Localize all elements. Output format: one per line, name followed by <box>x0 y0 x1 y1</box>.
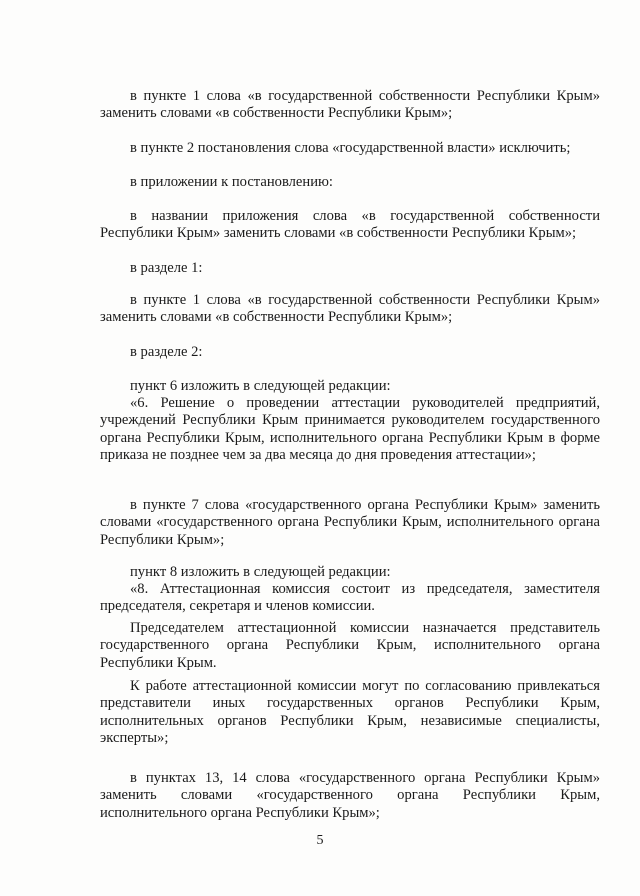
paragraph-5: в разделе 1: <box>130 260 203 276</box>
paragraph-9: «6. Решение о проведении аттестации руководителей предприятий, учреждений Республики Крым принимается руководителем государственного органа Республики Крым, исполнительного органа Республики Крым в форме приказа не позднее чем за два месяца до дня проведения аттестации»; <box>100 395 600 464</box>
paragraph-12: «8. Аттестационная комиссия состоит из председателя, заместителя председателя, секретаря и членов комиссии. <box>100 581 600 615</box>
paragraph-4: в названии приложения слова «в государственной собственности Республики Крым» заменить словами «в собственности Республики Крым»; <box>100 208 600 242</box>
paragraph-15: в пунктах 13, 14 слова «государственного органа Республики Крым» заменить словами «государственного органа Республики Крым, исполнительного органа Республики Крым»; <box>100 770 600 821</box>
paragraph-14: К работе аттестационной комиссии могут по согласованию привлекаться представители иных государственных органов Республики Крым, исполнительных органов Республики Крым, независимые специалисты, эксперты»; <box>100 678 600 747</box>
paragraph-3: в приложении к постановлению: <box>130 174 333 190</box>
paragraph-7: в разделе 2: <box>130 344 203 360</box>
paragraph-6: в пункте 1 слова «в государственной собственности Республики Крым» заменить словами «в собственности Республики Крым»; <box>100 292 600 326</box>
page-number: 5 <box>316 833 324 848</box>
paragraph-11: пункт 8 изложить в следующей редакции: <box>130 564 391 580</box>
paragraph-10: в пункте 7 слова «государственного органа Республики Крым» заменить словами «государственного органа Республики Крым, исполнительного органа Республики Крым»; <box>100 497 600 548</box>
paragraph-2: в пункте 2 постановления слова «государственной власти» исключить; <box>130 140 571 156</box>
paragraph-1: в пункте 1 слова «в государственной собственности Республики Крым» заменить словами «в собственности Республики Крым»; <box>100 88 600 122</box>
paragraph-13: Председателем аттестационной комиссии назначается представитель государственного органа Республики Крым, исполнительного органа Республики Крым. <box>100 620 600 671</box>
paragraph-8: пункт 6 изложить в следующей редакции: <box>130 378 391 394</box>
